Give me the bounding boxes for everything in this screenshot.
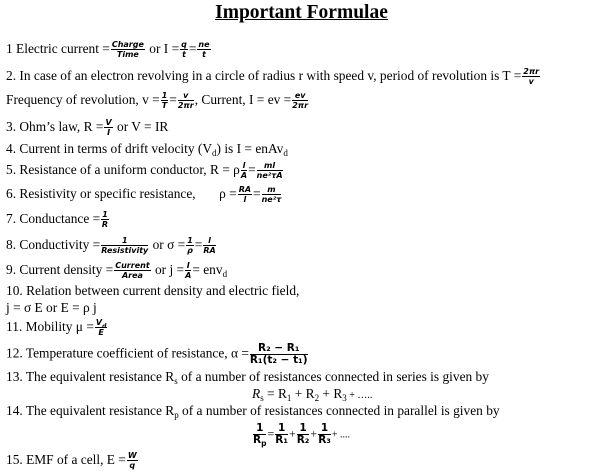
formula-3-ohms-law: 3. Ohm’s law, R = $\frac{V}{I}$ or V = IR bbox=[6, 118, 169, 138]
formula-11-mobility: 11. Mobility μ = $\frac{V_d}{E}$ bbox=[6, 318, 107, 338]
formula-13-series: 13. The equivalent resistance $R_s$ of a number of resistances connected in series is given by bbox=[6, 369, 489, 386]
formula-2-period: 2. In case of an electron revolving in a circle of radius r with speed v, period of revolution is T = $\frac{2\pi r}{v}$ bbox=[6, 67, 540, 87]
page-title: Important Formulae bbox=[215, 2, 388, 23]
formula-1-electric-current: 1 Electric current = Charge Time or I = $\frac{q}{t}$ = $\frac{ne}{t}$ bbox=[6, 40, 210, 60]
formula-5-resistance: 5. Resistance of a uniform conductor, R = ρ $\frac{l}{A}$ = $\frac{ml}{\text{ne²τA}}$ bbox=[6, 161, 283, 181]
formula-8-conductivity: 8. Conductivity = 1 Resistivity or σ = $\frac{1}{\rho}$ = $\frac{l}{RA}$ bbox=[6, 236, 216, 256]
formula-9-current-density: 9. Current density = Current Area or j = $\frac{I}{A}$ = env$_d$ bbox=[6, 261, 228, 281]
formula-14-parallel: 14. The equivalent resistance $R_p$ of a number of resistances connected in parallel is given by bbox=[6, 403, 500, 420]
formula-15-emf: 15. EMF of a cell, E = $\frac{W}{q}$ bbox=[6, 451, 137, 471]
formula-6-resistivity: 6. Resistivity or specific resistance, ρ = $\frac{RA}{l}$ = $\frac{m}{\text{ne²τ}}$ bbox=[6, 185, 282, 205]
formula-12-temperature-coefficient: 12. Temperature coefficient of resistance, α = $\frac{\text{R₂ − R₁}}{\text{R₁(t₂ − t₁)}}$ bbox=[6, 342, 308, 367]
formula-13-equation: $R_s = R_1 + R_2 + R_3$ + ….. bbox=[252, 386, 373, 403]
formula-2-frequency-current: Frequency of revolution, v = $\frac{1}{T}$ = $\frac{v}{2\pi r}$ , Current, I = ev = $\frac{ev}{2\pi r}$ bbox=[6, 91, 309, 111]
formula-7-conductance: 7. Conductance = $\frac{1}{R}$ bbox=[6, 210, 109, 230]
formula-14-equation: $\frac{1}{R_p}$ = $\frac{1}{\text{R₁}}$ + $\frac{1}{\text{R₂}}$ + $\frac{1}{\text{R₃}}$ + .... bbox=[253, 422, 351, 449]
fraction-charge-time: Charge Time bbox=[111, 40, 144, 60]
formula-10-equation: j = σ E or E = ρ j bbox=[6, 300, 97, 315]
formula-10-relation: 10. Relation between current density and electric field, bbox=[6, 283, 300, 298]
formula-4-drift-velocity: 4. Current in terms of drift velocity $(V_d)$ is I = enAv$_d$ bbox=[6, 141, 288, 158]
